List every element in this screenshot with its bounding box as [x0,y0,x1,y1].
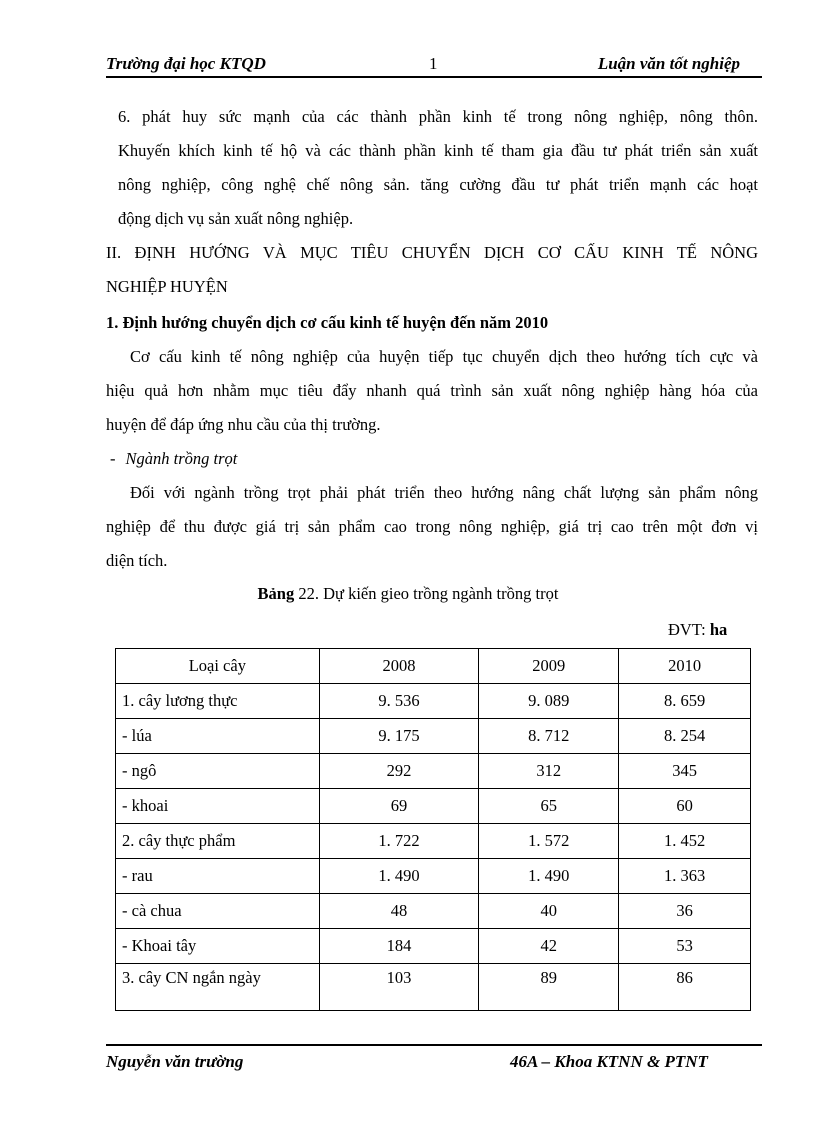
table-cell: - khoai [116,789,320,824]
table-header-row [116,649,751,684]
section-heading [106,236,758,304]
page-header [106,52,762,78]
table-cell: 3. cây CN ngắn ngày [116,964,320,1011]
table-cell: 8. 254 [619,719,751,754]
table-cell: - Khoai tây [116,929,320,964]
table-row [116,684,751,719]
table-cell: 2. cây thực phẩm [116,824,320,859]
table-cell: 184 [319,929,479,964]
table-cell: 86 [619,964,751,1011]
table-cell: - ngô [116,754,320,789]
table-row [116,824,751,859]
table-cell: 48 [319,894,479,929]
bullet-text: Ngành trồng trọt [125,449,238,468]
column-header: Loại cây [116,649,320,684]
subsection-heading: 1. Định hướng chuyển dịch cơ cấu kinh tế huyện đến năm 2010 [106,313,549,332]
table-row [116,754,751,789]
table-cell: 292 [319,754,479,789]
paragraph-1 [106,100,758,236]
footer-author: Nguyễn văn trường [106,1052,244,1071]
table-cell: 312 [479,754,619,789]
page-footer [106,1044,762,1071]
paragraph-2-line: huyện để đáp ứng nhu cầu của thị trường. [106,415,381,434]
table-cell: 1. 490 [479,859,619,894]
table-cell: 103 [319,964,479,1011]
paragraph-2-line: Cơ cấu kinh tế nông nghiệp của huyện tiếp tục chuyển dịch theo hướng tích cực và [130,347,758,366]
paragraph-1-line: nông nghiệp, công nghệ chế nông sản. tăng cường đầu tư phát triển mạnh các hoạt [118,175,758,194]
table-cell: 9. 175 [319,719,479,754]
section-heading-line: II. ĐỊNH HƯỚNG VÀ MỤC TIÊU CHUYỂN DỊCH CƠ CẤU KINH TẾ NÔNG [106,243,758,262]
paragraph-2 [106,340,758,442]
paragraph-2-line: hiệu quả hơn nhằm mục tiêu đẩy nhanh quá trình sản xuất nông nghiệp hàng hóa của [106,381,758,400]
column-header: 2008 [319,649,479,684]
paragraph-3-line: Đối với ngành trồng trọt phải phát triển theo hướng nâng chất lượng sản phẩm nông [130,483,758,502]
table-cell: 1. 452 [619,824,751,859]
table-cell: 1. 722 [319,824,479,859]
table-row [116,929,751,964]
column-header: 2009 [479,649,619,684]
table-cell: 1. 490 [319,859,479,894]
table-cell: - rau [116,859,320,894]
table-cell: 8. 659 [619,684,751,719]
column-header: 2010 [619,649,751,684]
table-cell: 69 [319,789,479,824]
unit-value: ha [709,620,728,639]
table-cell: - cà chua [116,894,320,929]
table-row [116,789,751,824]
table-cell: 1. cây lương thực [116,684,320,719]
paragraph-1-line: động dịch vụ sản xuất nông nghiệp. [118,209,354,228]
footer-class: 46A – Khoa KTNN & PTNT [510,1052,708,1071]
paragraph-3-line: diện tích. [106,551,168,570]
table-cell: 40 [479,894,619,929]
crop-planting-table [115,648,751,1011]
bullet-dash: - [110,449,116,468]
table-cell: 9. 089 [479,684,619,719]
header-school: Trường đại học KTQD [106,54,266,73]
table-cell: - lúa [116,719,320,754]
bullet-item [110,442,237,476]
section-heading-line: NGHIỆP HUYỆN [106,277,228,296]
table-row [116,859,751,894]
table-cell: 345 [619,754,751,789]
table-cell: 1. 572 [479,824,619,859]
table-caption [0,584,816,604]
table-row [116,964,751,1011]
paragraph-1-line: 6. phát huy sức mạnh của các thành phần kinh tế trong nông nghiệp, nông thôn. [118,107,758,126]
table-caption-text: 22. Dự kiến gieo trồng ngành trồng trọt [298,584,559,603]
table-cell: 65 [479,789,619,824]
unit-label-text: ĐVT: [668,620,706,639]
header-doc-type: Luận văn tốt nghiệp [597,54,740,73]
paragraph-3 [106,476,758,578]
table-cell: 9. 536 [319,684,479,719]
table-row [116,719,751,754]
page-number: 1 [429,54,438,73]
table-cell: 89 [479,964,619,1011]
unit-label [668,620,727,640]
table-caption-label: Bảng [257,584,295,603]
table-cell: 42 [479,929,619,964]
table-cell: 36 [619,894,751,929]
table-cell: 60 [619,789,751,824]
table-cell: 8. 712 [479,719,619,754]
table-cell: 1. 363 [619,859,751,894]
paragraph-1-line: Khuyến khích kinh tế hộ và các thành phần kinh tế tham gia đầu tư phát triển sản xuất [118,141,758,160]
table-row [116,894,751,929]
table-cell: 53 [619,929,751,964]
paragraph-3-line: nghiệp để thu được giá trị sản phẩm cao trong nông nghiệp, giá trị cao trên một đơn vị [106,517,758,536]
